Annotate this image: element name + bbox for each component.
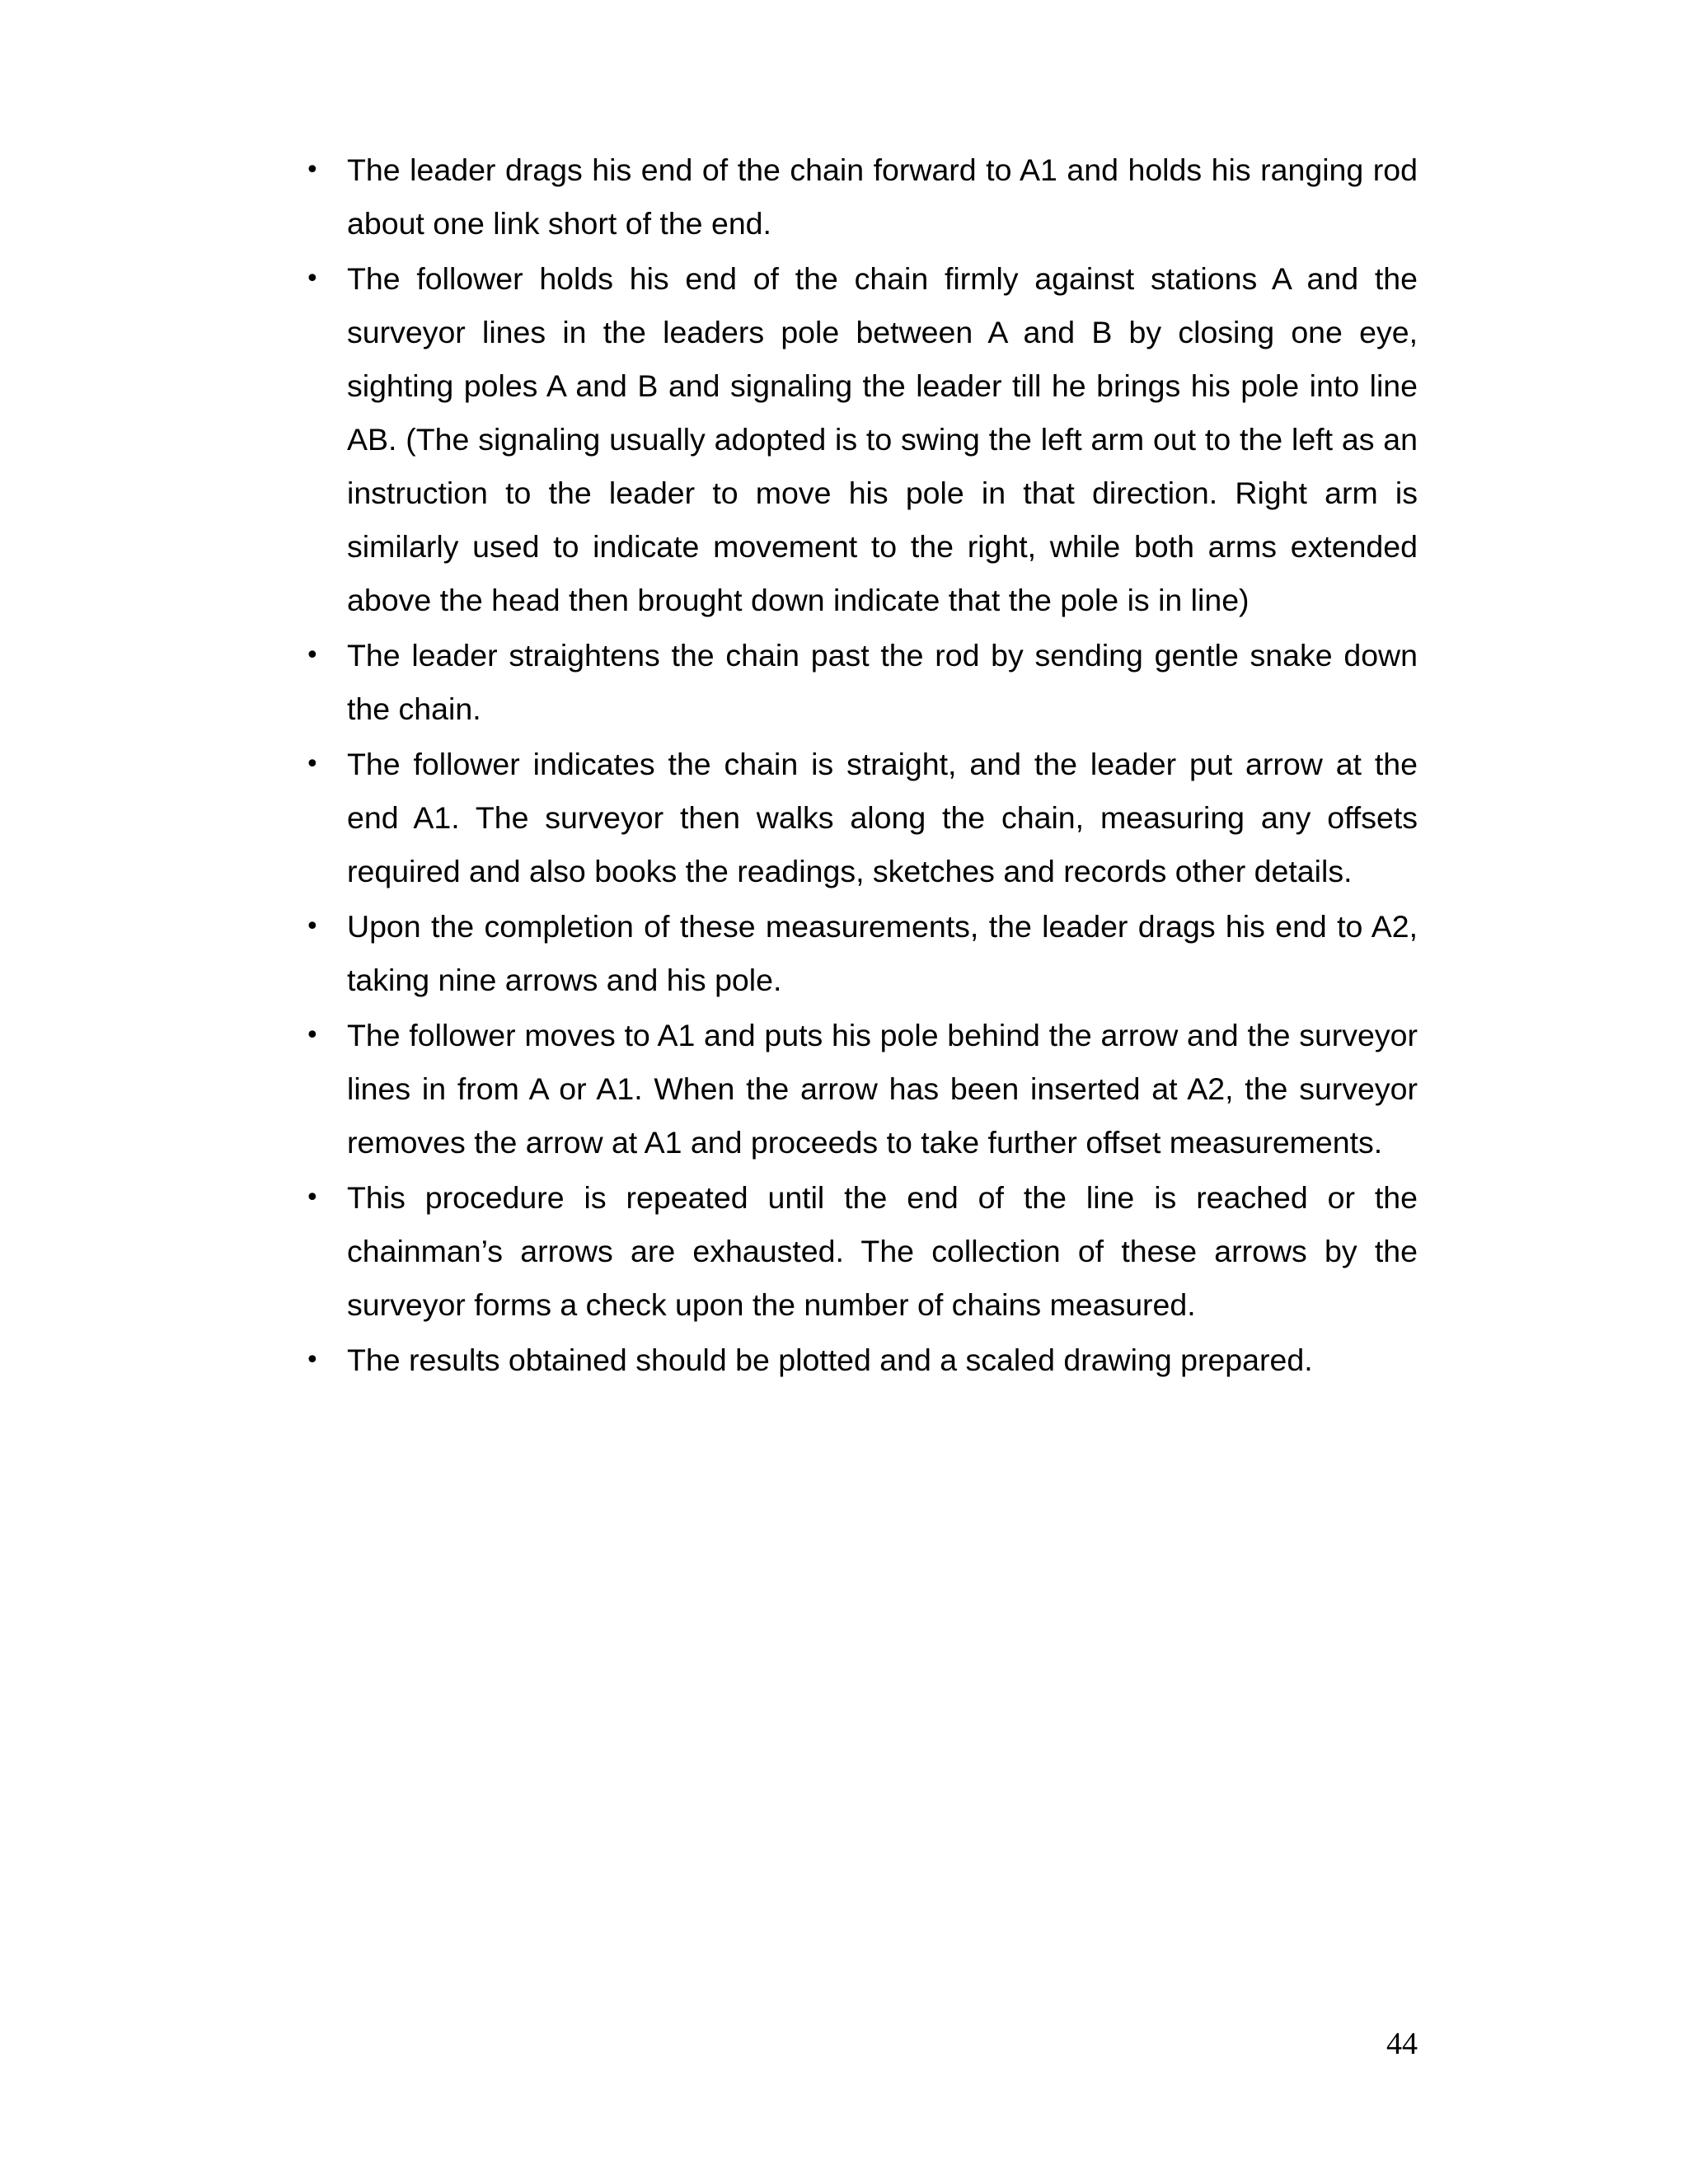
list-item xyxy=(302,629,1418,736)
bullet-icon: • xyxy=(305,265,320,293)
bullet-icon: • xyxy=(305,641,320,670)
list-item xyxy=(302,1009,1418,1169)
bullet-icon: • xyxy=(305,1346,320,1375)
bullet-icon: • xyxy=(305,1021,320,1050)
list-item xyxy=(302,143,1418,251)
list-item xyxy=(302,900,1418,1007)
list-item xyxy=(302,1333,1418,1387)
bullet-icon: • xyxy=(305,912,320,941)
bullet-icon: • xyxy=(305,156,320,185)
list-item-text: The leader drags his end of the chain forward to A1 and holds his ranging rod about one link short of the end. xyxy=(347,152,1418,241)
list-item-text: Upon the completion of these measurements, the leader drags his end to A2, taking nine arrows and his pole. xyxy=(347,909,1418,997)
list-item xyxy=(302,252,1418,627)
list-item xyxy=(302,1171,1418,1332)
bullet-list xyxy=(302,143,1418,1389)
bullet-icon: • xyxy=(305,750,320,779)
list-item-text: This procedure is repeated until the end of the line is reached or the chainman’s arrows are exhausted. The collection of these arrows by the surveyor forms a check upon the number of chains measured. xyxy=(347,1180,1418,1322)
bullet-icon: • xyxy=(305,1183,320,1212)
page-number: 44 xyxy=(1386,2027,1418,2061)
list-item-text: The follower indicates the chain is straight, and the leader put arrow at the end A1. The surveyor then walks along the chain, measuring any offsets required and also books the readings, sketches and records other details. xyxy=(347,747,1418,888)
list-item-text: The follower moves to A1 and puts his pole behind the arrow and the surveyor lines in from A or A1. When the arrow has been inserted at A2, the surveyor removes the arrow at A1 and proceeds to take further offset measurements. xyxy=(347,1018,1418,1160)
list-item-text: The results obtained should be plotted and a scaled drawing prepared. xyxy=(347,1343,1313,1377)
list-item-text: The follower holds his end of the chain firmly against stations A and the surveyor lines in the leaders pole between A and B by closing one eye, sighting poles A and B and signaling the leader till he brings his pole into line AB. (The signaling usually adopted is to swing the left arm out to the left as an instruction to the leader to move his pole in that direction. Right arm is similarly used to indicate movement to the right, while both arms extended above the head then brought down indicate that the pole is in line) xyxy=(347,261,1418,617)
list-item xyxy=(302,738,1418,898)
list-item-text: The leader straightens the chain past the rod by sending gentle snake down the chain. xyxy=(347,638,1418,726)
